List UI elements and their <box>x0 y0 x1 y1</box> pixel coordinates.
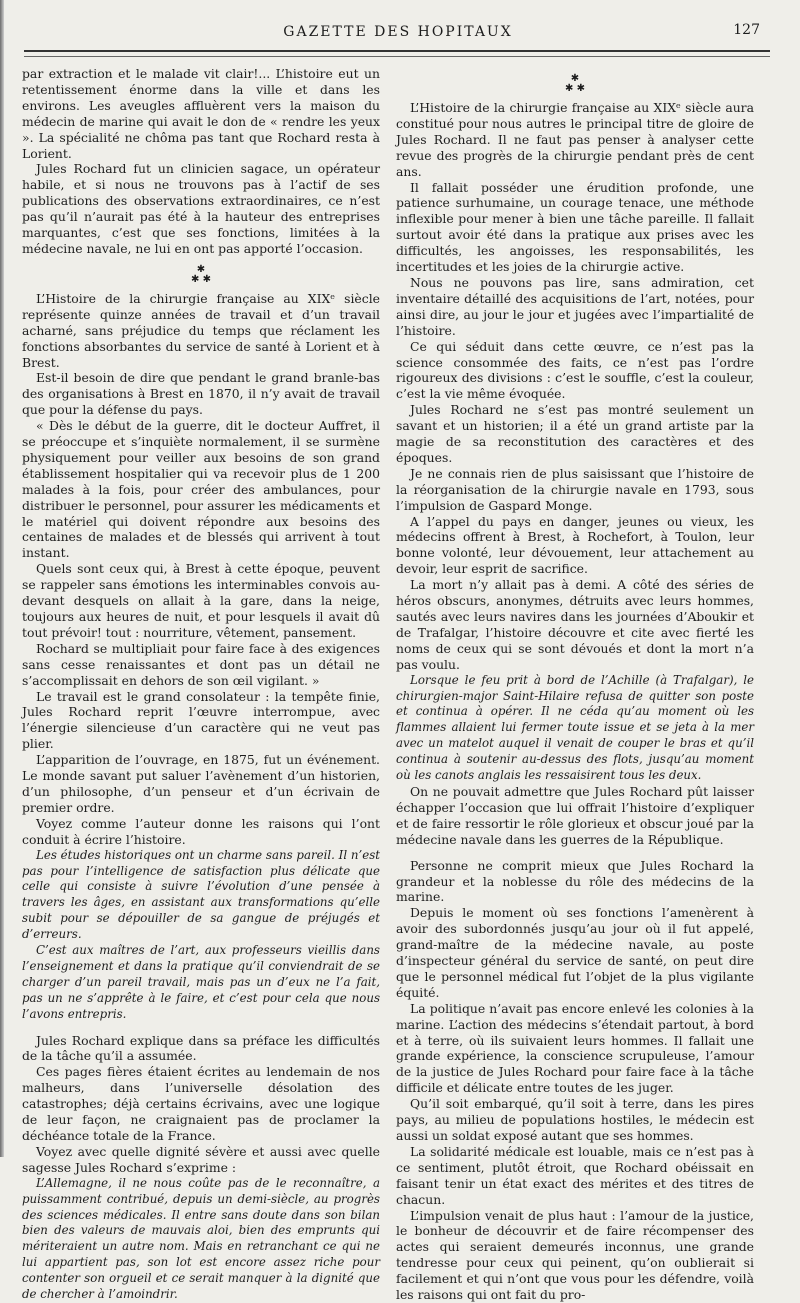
left-column <box>22 66 380 1303</box>
quote-paragraph: Lorsque le feu prit à bord de l’Achille (à Trafalgar), le chirurgien-major Saint-Hilaire refusa de quitter son poste et continua à opérer. Il ne céda qu’au moment où les flammes allaient lui fermer toute issue et se jeta à la mer avec un matelot auquel il venait de couper le bras et qu’il continua à soutenir au-dessus des flots, jusqu’au moment où les canots anglais les ressaisirent tous les deux. <box>396 672 754 783</box>
paragraph: Le travail est le grand consolateur : la tempête finie, Jules Rochard reprit l’œuvre interrompue, avec l’énergie silencieuse d’un caractère qui ne veut pas plier. <box>22 688 380 752</box>
paragraph: par extraction et le malade vit clair!... L’histoire eut un retentissement énorme dans la ville et dans les environs. Les aveugles affluèrent vers la maison du médecin de marine qui avait le don de « rendre les yeux ». La spécialité ne chôma pas tant que Rochard resta à Lorient. <box>22 66 380 161</box>
paragraph: On ne pouvait admettre que Jules Rochard pût laisser échapper l’occasion que lui offrait l’histoire d’expliquer et de faire ressortir le rôle glorieux et obscur joué par la médecine navale dans les guerres de la République. <box>396 783 754 847</box>
paragraph: Je ne connais rien de plus saisissant que l’histoire de la réorganisation de la chirurgie navale en 1793, sous l’impulsion de Gaspard Monge. <box>396 465 754 513</box>
quote-paragraph: C’est aux maîtres de l’art, aux professeurs vieillis dans l’enseignement et dans la pratique qu’il conviendrait de se charger d’un pareil travail, mais pas un d’eux ne l’a fait, pas un ne s’apprête à le faire, et c’est pour cela que nous l’avons entrepris. <box>22 943 380 1021</box>
paragraph: « Dès le début de la guerre, dit le docteur Auffret, il se préoccupe et s’inquiète normalement, il se surmène physiquement pour veiller aux besoins de son grand établissement hospitalier qui va recevoir plus de 1 200 malades à la fois, pour créer des ambulances, pour distribuer le personnel, pour assurer les médicaments et le matériel qui doivent répondre aux besoins des centaines de malades et de blessés qui arrivent à tout instant. <box>22 418 380 561</box>
paragraph: Depuis le moment où ses fonctions l’amenèrent à avoir des subordonnés jusqu’au jour où il fut appelé, grand-maître de la médecine navale, au poste d’inspecteur général du service de santé, on peut dire que le personnel médical fut l’objet de la plus vigilante équité. <box>396 905 754 1000</box>
paragraph: Il fallait posséder une érudition profonde, une patience surhumaine, un courage tenace, une méthode inflexible pour mener à bien une tâche pareille. Il fallait surtout avoir été dans la pratique aux prises avec les difficultés, les angoisses, les responsabilités, les incertitudes et les joies de la chirurgie active. <box>396 179 754 275</box>
paragraph: Jules Rochard ne s’est pas montré seulement un savant et un historien; il a été un grand artiste par la magie de sa reconstitution des caractères et des époques. <box>396 402 754 465</box>
paragraph: Voyez comme l’auteur donne les raisons qui l’ont conduit à écrire l’histoire. <box>22 815 380 847</box>
paragraph: L’Histoire de la chirurgie française au XIXᵉ siècle représente quinze années de travail et d’un travail acharné, sans préjudice du temps que réclament les fonctions absorbantes du service de santé à Lorient et à Brest. <box>22 290 380 370</box>
section-gap <box>22 1023 380 1033</box>
page-number: 127 <box>733 22 760 38</box>
page-spine-shadow <box>0 0 4 1157</box>
paragraph: Jules Rochard explique dans sa préface les difficultés de la tâche qu’il a assumée. <box>22 1032 380 1064</box>
paragraph: L’impulsion venait de plus haut : l’amour de la justice, le bonheur de découvrir et de faire récompenser des actes qui seraient demeurés inconnus, une grande tendresse pour ceux qui peinent, qu’on oublierait si facilement et qui n’ont que vous pour les défendre, voilà les raisons qui ont fait du pro- <box>396 1207 754 1303</box>
paragraph: La politique n’avait pas encore enlevé les colonies à la marine. L’action des médecins s’étendait partout, à bord et à terre, où ils suivaient leurs hommes. Il fallait une grande expérience, la conscience scrupuleuse, l’amour de la justice de Jules Rochard pour faire face à la tâche difficile et délicate entre toutes de les juger. <box>396 1000 754 1096</box>
paragraph: L’Histoire de la chirurgie française au XIXᵉ siècle aura constitué pour nous autres le principal titre de gloire de Jules Rochard. Il ne faut pas penser à analyser cette revue des progrès de la chirurgie pendant près de cent ans. <box>396 100 754 179</box>
paragraph: L’apparition de l’ouvrage, en 1875, fut un événement. Le monde savant put saluer l’avènement d’un historien, d’un philosophe, d’un penseur et d’un écrivain de premier ordre. <box>22 752 380 815</box>
paragraph: Ces pages fières étaient écrites au lendemain de nos malheurs, dans l’universelle désolation des catastrophes; déjà certains écrivains, avec une logique de leur façon, ne craignaient pas de proclamer la déchéance totale de la France. <box>22 1064 380 1143</box>
paragraph: Ce qui séduit dans cette œuvre, ce n’est pas la science consommée des faits, ce n’est pas l’ordre rigoureux des divisions : c’est le souffle, c’est la couleur, c’est la vie même évoquée. <box>396 338 754 402</box>
paragraph: A l’appel du pays en danger, jeunes ou vieux, les médecins offrent à Brest, à Rochefort, à Toulon, leur bonne volonté, leur dévouement, leur attachement au devoir, leur esprit de sacrifice. <box>396 513 754 577</box>
paragraph: Personne ne comprit mieux que Jules Rochard la grandeur et la noblesse du rôle des médecins de la marine. <box>396 857 754 905</box>
right-column <box>396 66 754 1303</box>
paragraph: La mort n’y allait pas à demi. A côté des séries de héros obscurs, anonymes, détruits avec leurs hommes, sautés avec leurs navires dans les journées d’Aboukir et de Trafalgar, l’histoire découvre et cite avec fierté les noms de ceux qui se sont dévoués et dont la mort n’a pas voulu. <box>396 577 754 672</box>
paragraph: Quels sont ceux qui, à Brest à cette époque, peuvent se rappeler sans émotions les interminables convois au-devant desquels on allait à la gare, dans la neige, toujours aux heures de nuit, et pour lesquels il avait dû tout prévoir! tout : nourriture, vêtement, pansement. <box>22 561 380 640</box>
page-header <box>22 18 774 46</box>
paragraph: Rochard se multipliait pour faire face à des exigences sans cesse renaissantes et dont pas un détail ne s’accomplissait en dehors de son œil vigilant. » <box>22 640 380 688</box>
journal-title: GAZETTE DES HOPITAUX <box>283 24 513 40</box>
paragraph: Qu’il soit embarqué, qu’il soit à terre, dans les pires pays, au milieu de populations hostiles, le médecin est aussi un soldat exposé autant que ses hommes. <box>396 1096 754 1143</box>
paragraph: Jules Rochard fut un clinicien sagace, un opérateur habile, et si nous ne trouvons pas à l’actif de ses publications des observations extraordinaires, ce n’est pas qu’il n’aurait pas été à la hauteur des entreprises marquantes, c’est que ses fonctions, limitées à la médecine navale, ne lui en ont pas apporté l’occasion. <box>22 161 380 256</box>
quote-paragraph: Les études historiques ont un charme sans pareil. Il n’est pas pour l’intelligence de satisfaction plus délicate que celle qui consiste à suivre l’évolution d’une pensée à travers les âges, en assistant aux transformations qu’elle subit pour se dépouiller de sa gangue de préjugés et d’erreurs. <box>22 847 380 942</box>
quote-paragraph: L’Allemagne, il ne nous coûte pas de le reconnaître, a puissamment contribué, depuis un demi-siècle, au progrès des sciences médicales. Il entre sans doute dans son bilan bien des valeurs de mauvais aloi, bien des emprunts qui mériteraient un autre nom. Mais en retranchant ce qui ne lui appartient pas, son lot est encore assez riche pour contenter son orgueil et ce serait manquer à la dignité que de chercher à l’amoindrir. <box>22 1175 380 1302</box>
paragraph: Voyez avec quelle dignité sévère et aussi avec quelle sagesse Jules Rochard s’exprime : <box>22 1143 380 1175</box>
section-gap <box>396 848 754 858</box>
header-rule <box>24 50 770 52</box>
paragraph: Nous ne pouvons pas lire, sans admiration, cet inventaire détaillé des acquisitions de l’art, notées, pour ainsi dire, au jour le jour et jugées avec l’impartialité de l’histoire. <box>396 274 754 338</box>
paragraph: Est-il besoin de dire que pendant le grand branle-bas des organisations à Brest en 1870, il n’y avait de travail que pour la défense du pays. <box>22 370 380 418</box>
section-ornament: ✱ ✱ ✱ <box>191 263 211 285</box>
paragraph: La solidarité médicale est louable, mais ce n’est pas à ce sentiment, plutôt étroit, que Rochard obéissait en faisant tenir un état exact des mérites et des titres de chacun. <box>396 1143 754 1207</box>
header-rule-thin <box>24 56 770 57</box>
section-ornament: ✱ ✱ ✱ <box>565 73 585 94</box>
